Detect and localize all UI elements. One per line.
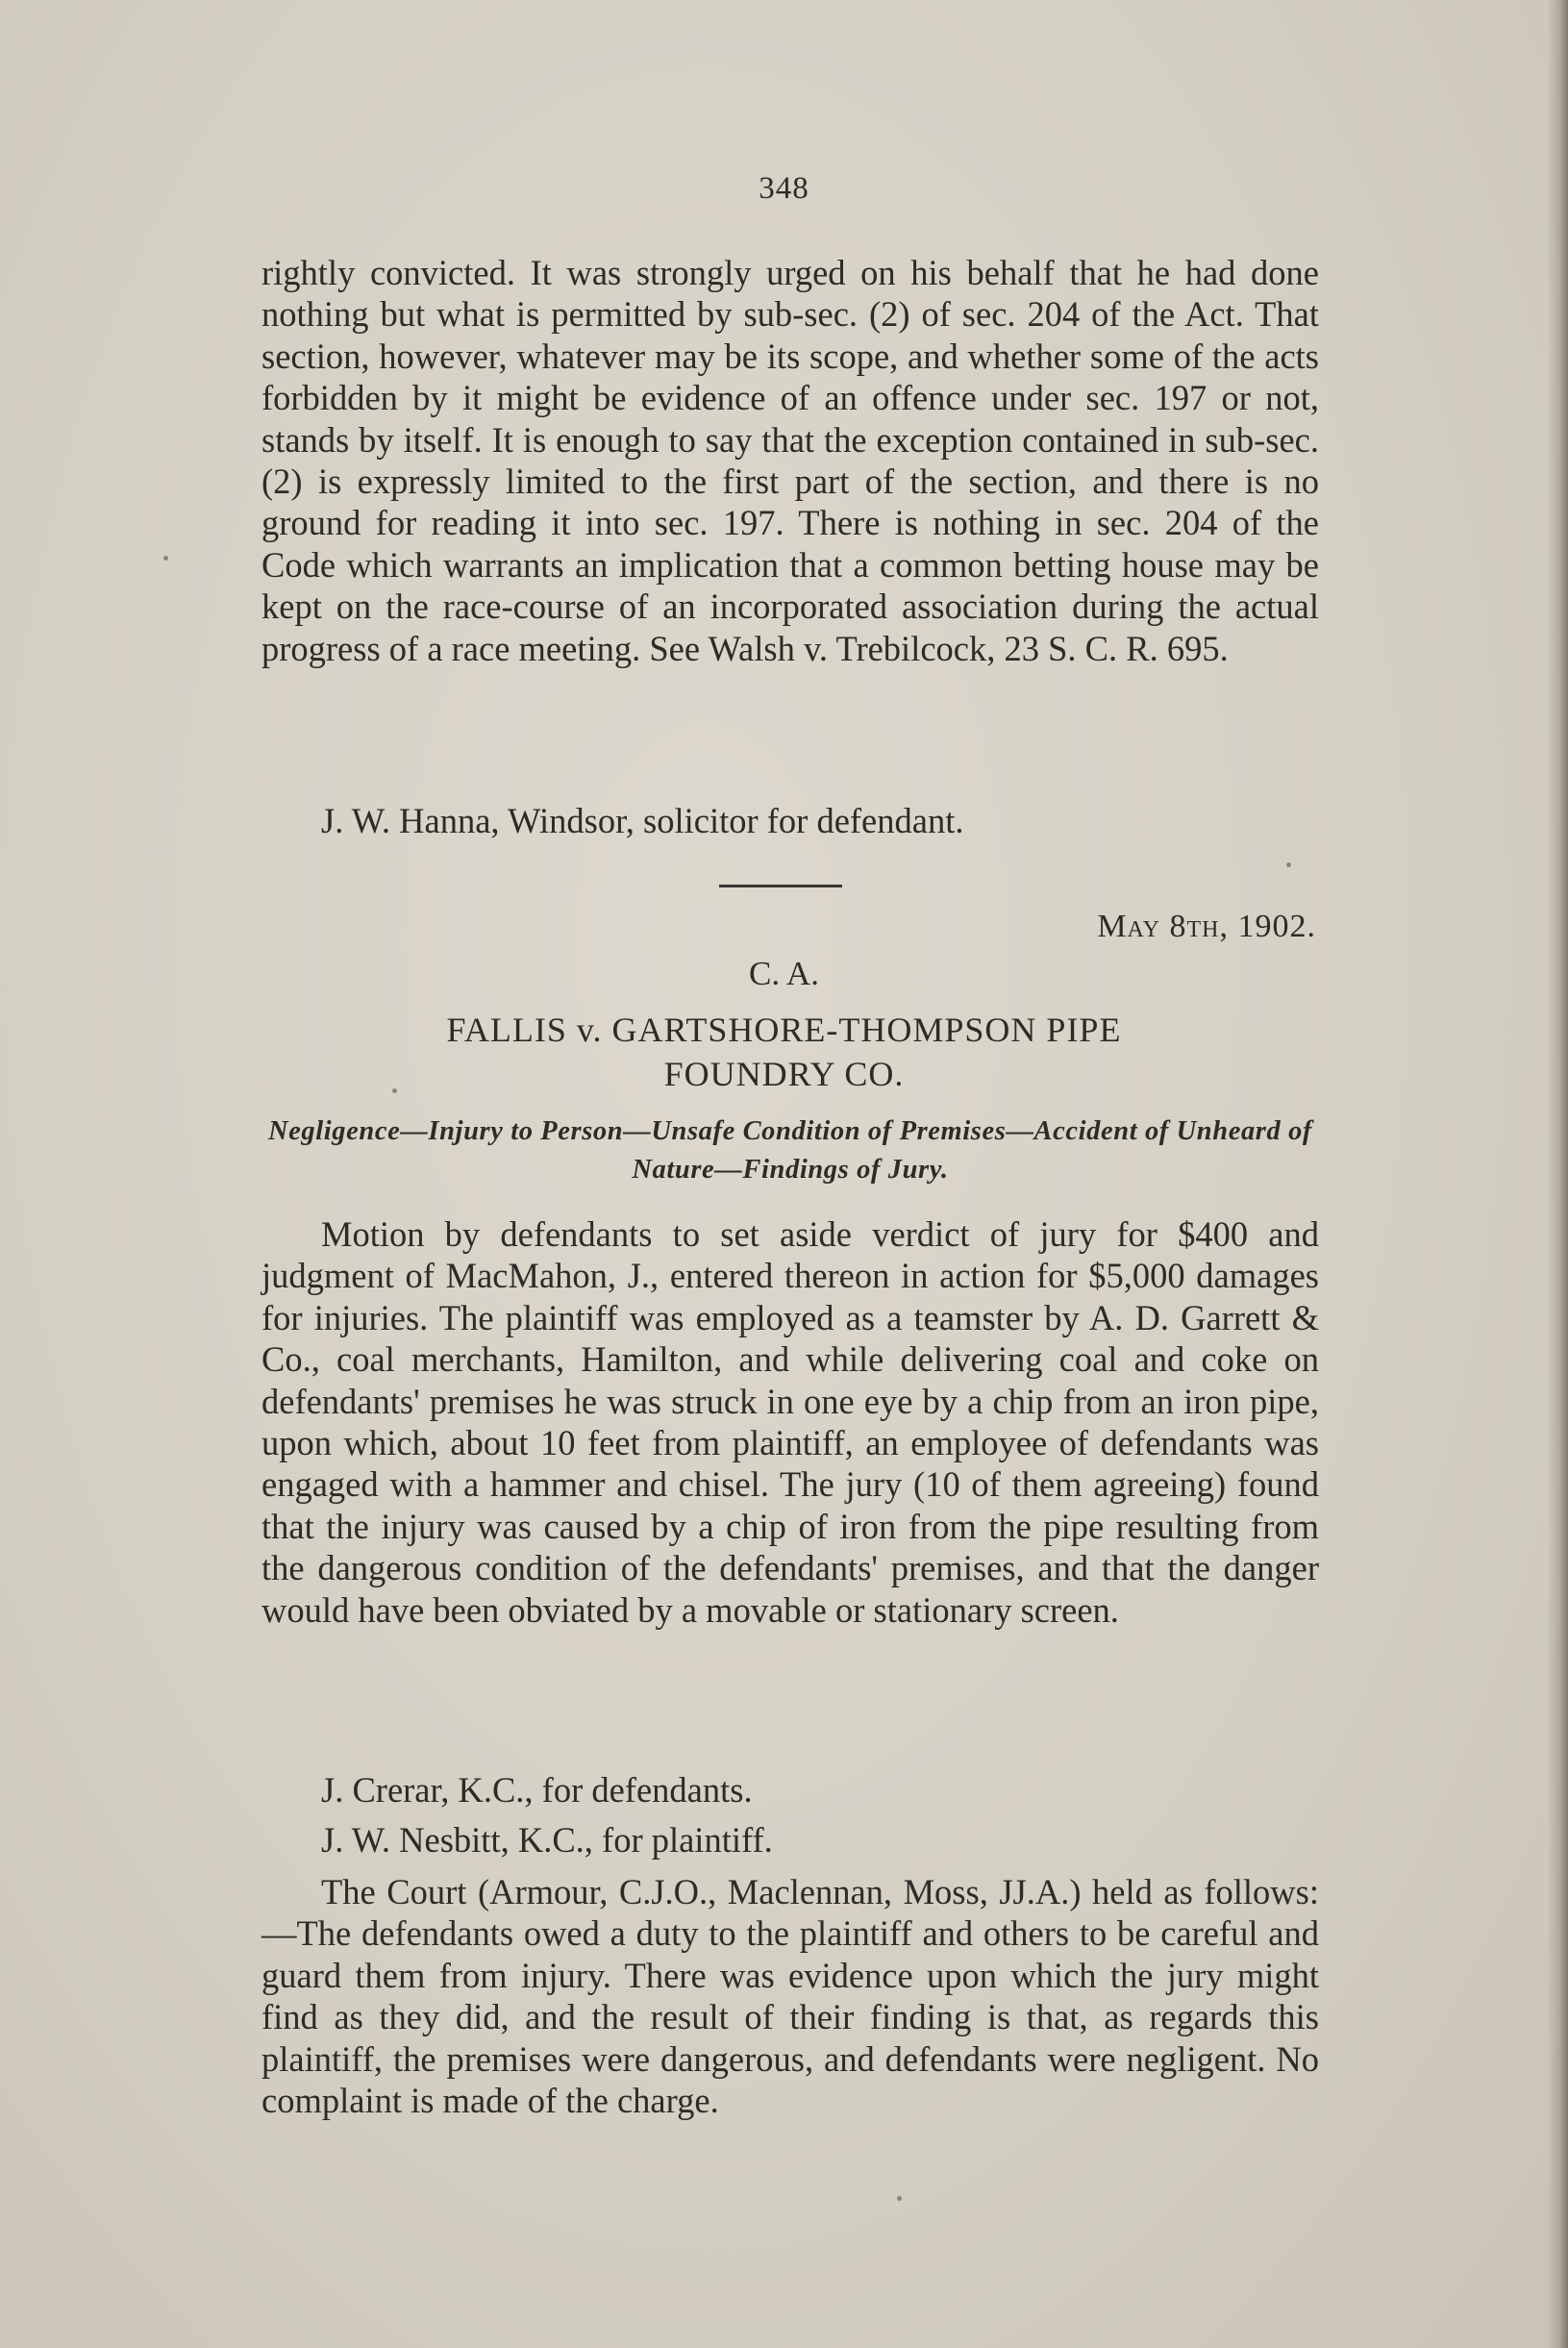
case-title-line-2: FOUNDRY CO. bbox=[663, 1055, 905, 1093]
court-label: C. A. bbox=[749, 955, 819, 992]
court-paragraph: The Court (Armour, C.J.O., Maclennan, Moss, JJ.A.) held as follows:—The defendants owed a duty to the plaintiff and others to be careful and guard them from injury. There was evidence upon which the jury might find as they did, and the result of their finding is that, as regards this plaintiff, the premises were dangerous, and defendants were negligent. No complaint is made of the charge. bbox=[261, 1872, 1319, 2121]
motion-paragraph: Motion by defendants to set aside verdict of jury for $400 and judgment of MacMahon, J., entered thereon in action for $5,000 damages for injuries. The plaintiff was employed as a teamster by A. D. Garrett & Co., coal merchants, Hamilton, and while delivering coal and coke on defendants' premises he was struck in one eye by a chip from an iron pipe, upon which, about 10 feet from plaintiff, an employee of defendants was engaged with a hammer and chisel. The jury (10 of them agreeing) found that the injury was caused by a chip of iron from the pipe resulting from the dangerous condition of the defendants' premises, and that the danger would have been obviated by a movable or stationary screen. bbox=[261, 1214, 1319, 1630]
case-title-line-1: FALLIS v. GARTSHORE-THOMPSON PIPE bbox=[446, 1011, 1122, 1049]
headnote: Negligence—Injury to Person—Unsafe Condition of Premises—Accident of Unheard of Nature—Findings of Jury. bbox=[267, 1116, 1313, 1185]
decision-date: May 8th, 1902. bbox=[1097, 909, 1316, 944]
counsel-defendants: J. Crerar, K.C., for defendants. bbox=[321, 1770, 753, 1810]
counsel-plaintiff: J. W. Nesbitt, K.C., for plaintiff. bbox=[321, 1820, 773, 1860]
paper-speck bbox=[392, 1088, 397, 1093]
opening-paragraph: rightly convicted. It was strongly urged on his behalf that he had done nothing but what is permitted by sub-sec. (2) of sec. 204 of the Act. That section, however, whatever may be its scope, and whether some of the acts forbidden by it might be evidence of an offence under sec. 197 or not, stands by itself. It is enough to say that the exception contained in sub-sec. (2) is expressly limited to the first part of the section, and there is no ground for reading it into sec. 197. There is nothing in sec. 204 of the Code which warrants an implication that a common betting house may be kept on the race-course of an incorporated association during the actual progress of a race meeting. See Walsh v. Trebilcock, 23 S. C. R. 695. bbox=[261, 253, 1319, 668]
case-title bbox=[0, 1008, 1568, 1096]
paper-speck bbox=[163, 556, 168, 561]
paper-speck bbox=[897, 2196, 902, 2201]
solicitor-line: J. W. Hanna, Windsor, solicitor for defendant. bbox=[321, 801, 964, 840]
paper-speck bbox=[1286, 862, 1291, 867]
section-divider bbox=[719, 885, 842, 887]
opening-block bbox=[261, 252, 1319, 669]
page-number: 348 bbox=[759, 171, 809, 206]
page-edge-shadow bbox=[1547, 0, 1568, 2348]
motion-block bbox=[261, 1213, 1319, 1631]
judgment-block bbox=[261, 1871, 1319, 2121]
